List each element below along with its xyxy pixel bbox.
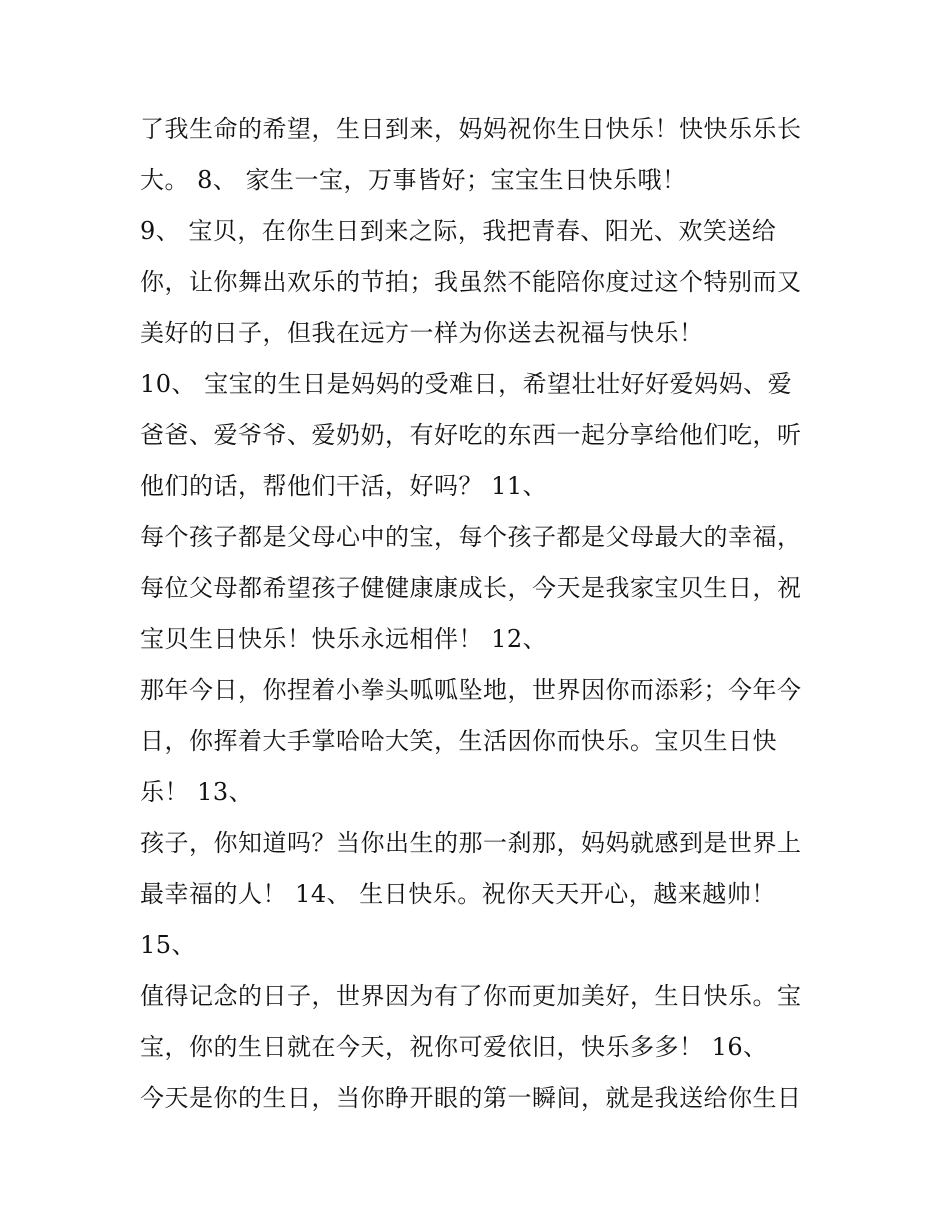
document-body xyxy=(140,104,820,1124)
text-line: 宝贝生日快乐！快乐永远相伴！ 12、 xyxy=(140,625,548,653)
text-line: 那年今日，你捏着小拳头呱呱坠地，世界因你而添彩；今年今 xyxy=(140,676,802,704)
text-line: 15、 xyxy=(140,931,197,959)
text-line: 乐！ 13、 xyxy=(140,778,254,806)
text-line: 他们的话，帮他们干活，好吗？ 11、 xyxy=(140,472,548,500)
text-line: 10、 宝宝的生日是妈妈的受难日，希望壮壮好好爱妈妈、爱 xyxy=(140,370,793,398)
text-line: 9、 宝贝，在你生日到来之际，我把青春、阳光、欢笑送给 xyxy=(140,217,777,245)
text-line: 你，让你舞出欢乐的节拍；我虽然不能陪你度过这个特别而又 xyxy=(140,268,802,296)
text-line: 每位父母都希望孩子健健康康成长，今天是我家宝贝生日，祝 xyxy=(140,574,802,602)
text-line: 了我生命的希望，生日到来，妈妈祝你生日快乐！快快乐乐长 xyxy=(140,115,802,143)
text-line: 宝，你的生日就在今天，祝你可爱依旧，快乐多多！ 16、 xyxy=(140,1033,768,1061)
text-line: 孩子，你知道吗？当你出生的那一刹那，妈妈就感到是世界上 xyxy=(140,829,802,857)
text-line: 美好的日子，但我在远方一样为你送去祝福与快乐！ xyxy=(140,319,704,347)
text-line: 最幸福的人！ 14、 生日快乐。祝你天天开心，越来越帅！ xyxy=(140,880,776,908)
text-line: 日，你挥着大手掌哈哈大笑，生活因你而快乐。宝贝生日快 xyxy=(140,727,777,755)
text-line: 值得记念的日子，世界因为有了你而更加美好，生日快乐。宝 xyxy=(140,982,802,1010)
text-line: 今天是你的生日，当你睁开眼的第一瞬间，就是我送给你生日 xyxy=(140,1084,802,1112)
text-line: 每个孩子都是父母心中的宝，每个孩子都是父母最大的幸福， xyxy=(140,523,802,551)
text-line: 大。 8、 家生一宝，万事皆好；宝宝生日快乐哦！ xyxy=(140,166,687,194)
text-line: 爸爸、爱爷爷、爱奶奶，有好吃的东西一起分享给他们吃，听 xyxy=(140,421,802,449)
